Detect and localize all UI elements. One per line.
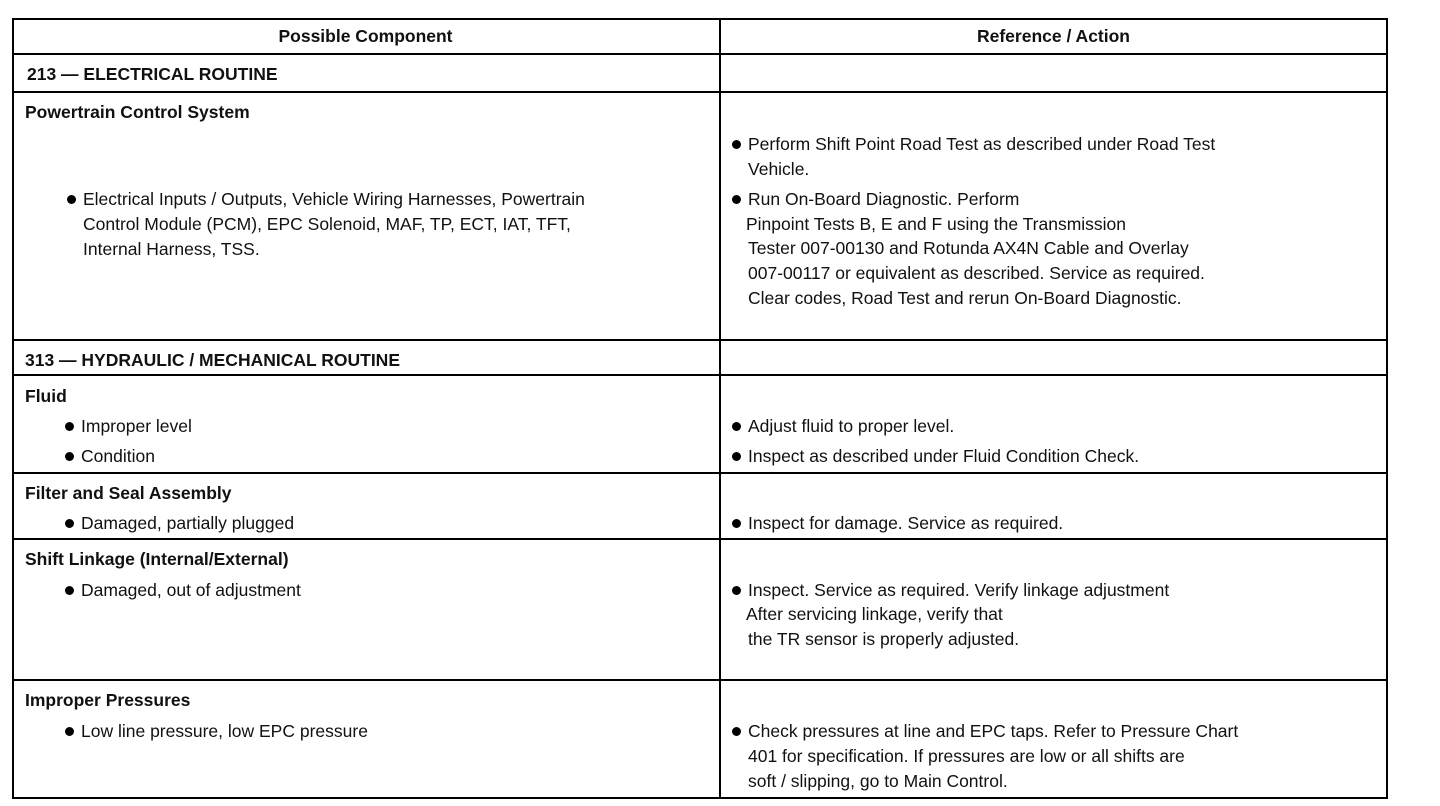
bullet-icon — [65, 422, 74, 431]
action-line: soft / slipping, go to Main Control. — [748, 771, 1008, 791]
component-item-line: Damaged, partially plugged — [81, 513, 295, 533]
row-divider — [12, 53, 1388, 55]
component-item-line: Control Module (PCM), EPC Solenoid, MAF, TP, ECT, IAT, TFT, — [83, 214, 571, 234]
bullet-icon — [732, 140, 741, 149]
table-border-right — [1386, 18, 1388, 799]
action-line: Vehicle. — [748, 159, 810, 179]
table-border-left — [12, 18, 14, 799]
action-line: the TR sensor is properly adjusted. — [748, 629, 1020, 649]
bullet-icon — [732, 452, 741, 461]
component-powertrain-control-system: Powertrain Control System — [25, 102, 250, 122]
component-item-line: Damaged, out of adjustment — [81, 580, 301, 600]
bullet-icon — [732, 519, 741, 528]
bullet-icon — [65, 727, 74, 736]
action-line: Adjust fluid to proper level. — [748, 416, 955, 436]
diagnosis-table — [12, 18, 1388, 800]
section-title-electrical: 213 — ELECTRICAL ROUTINE — [27, 64, 278, 84]
bullet-icon — [67, 195, 76, 204]
bullet-icon — [732, 727, 741, 736]
action-line: Run On-Board Diagnostic. Perform — [748, 189, 1020, 209]
bullet-icon — [65, 519, 74, 528]
component-item-line: Improper level — [81, 416, 192, 436]
component-shift-linkage: Shift Linkage (Internal/External) — [25, 549, 289, 569]
action-line: Pinpoint Tests B, E and F using the Transmission — [746, 214, 1127, 234]
bullet-icon — [732, 586, 741, 595]
component-improper-pressures: Improper Pressures — [25, 690, 191, 710]
row-divider — [12, 339, 1388, 341]
action-line: Perform Shift Point Road Test as described under Road Test — [748, 134, 1216, 154]
row-divider — [12, 91, 1388, 93]
component-item-line: Condition — [81, 446, 155, 466]
column-header-action: Reference / Action — [976, 26, 1130, 46]
column-divider — [719, 18, 721, 799]
action-line: Inspect as described under Fluid Condition Check. — [748, 446, 1140, 466]
action-line: Clear codes, Road Test and rerun On-Board Diagnostic. — [748, 288, 1182, 308]
bullet-icon — [65, 586, 74, 595]
bullet-icon — [732, 422, 741, 431]
action-line: After servicing linkage, verify that — [746, 604, 1003, 624]
row-divider — [12, 679, 1388, 681]
action-line: 007-00117 or equivalent as described. Service as required. — [748, 263, 1205, 283]
bullet-icon — [732, 195, 741, 204]
table-border-bottom — [12, 797, 1388, 799]
action-line: Inspect for damage. Service as required. — [748, 513, 1064, 533]
row-divider — [12, 538, 1388, 540]
component-item-line: Low line pressure, low EPC pressure — [81, 721, 368, 741]
action-line: 401 for specification. If pressures are low or all shifts are — [748, 746, 1185, 766]
row-divider — [12, 472, 1388, 474]
bullet-icon — [65, 452, 74, 461]
column-header-component: Possible Component — [278, 26, 453, 46]
table-border-top — [12, 18, 1388, 20]
action-line: Tester 007-00130 and Rotunda AX4N Cable and Overlay — [748, 238, 1189, 258]
component-filter-seal: Filter and Seal Assembly — [25, 483, 232, 503]
component-item-line: Electrical Inputs / Outputs, Vehicle Wiring Harnesses, Powertrain — [83, 189, 585, 209]
component-fluid: Fluid — [25, 386, 67, 406]
section-title-hydraulic: 313 — HYDRAULIC / MECHANICAL ROUTINE — [25, 350, 400, 370]
row-divider — [12, 374, 1388, 376]
action-line: Inspect. Service as required. Verify linkage adjustment — [748, 580, 1170, 600]
component-item-line: Internal Harness, TSS. — [83, 239, 260, 259]
action-line: Check pressures at line and EPC taps. Refer to Pressure Chart — [748, 721, 1239, 741]
